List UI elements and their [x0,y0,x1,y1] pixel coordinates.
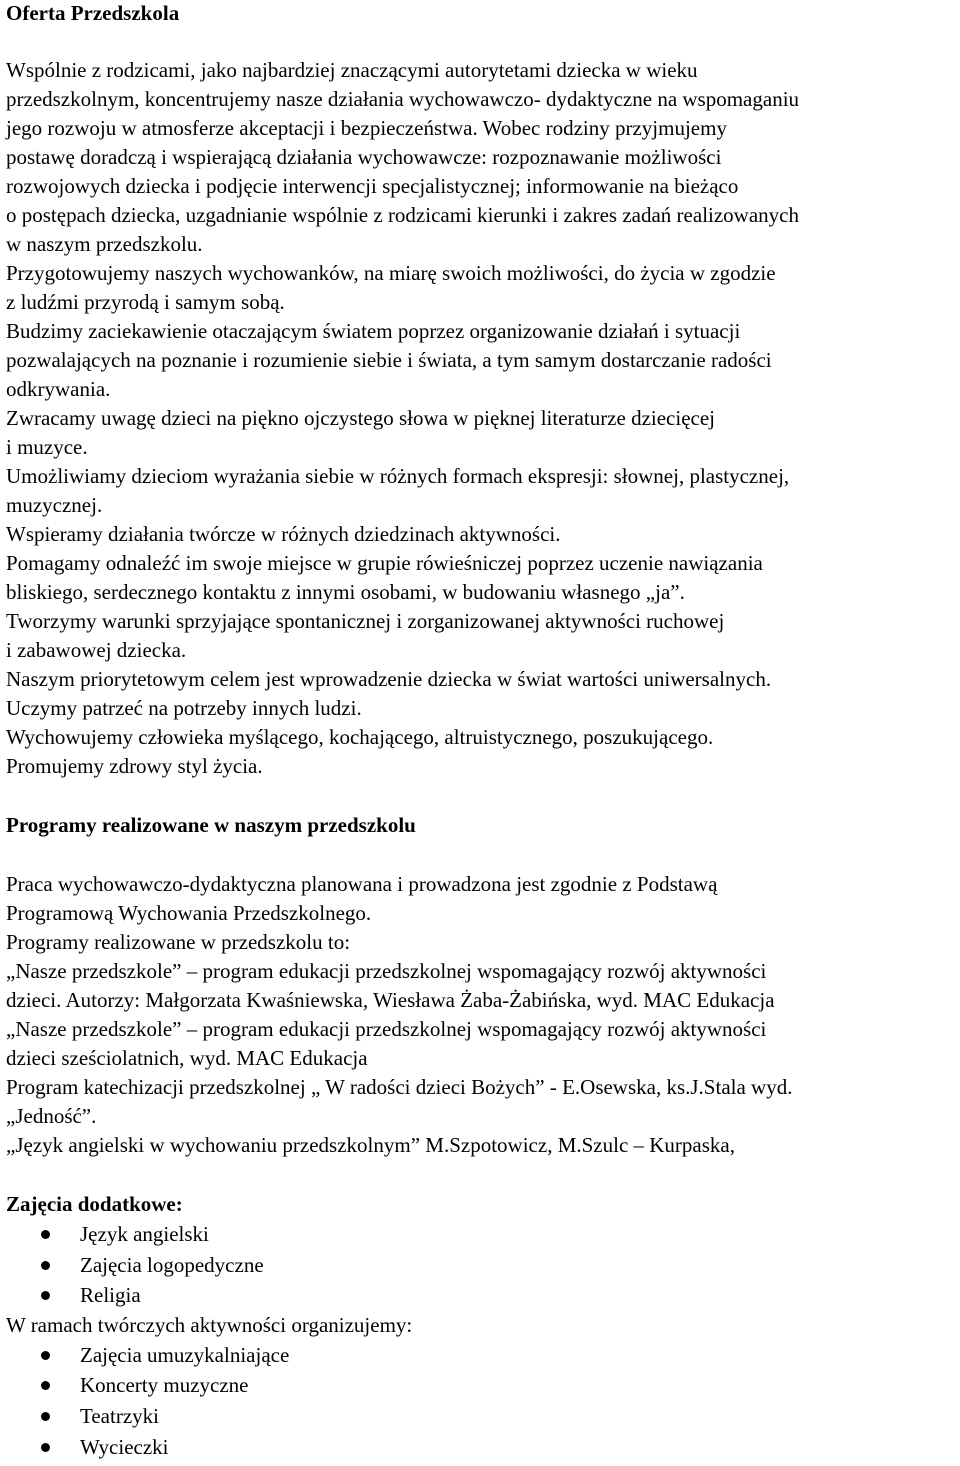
spacer [6,26,954,56]
list-item [6,1219,954,1250]
programs-section [6,870,954,1160]
intro-line: jego rozwoju w atmosferze akceptacji i bezpieczeństwa. Wobec rodziny przyjmujemy [6,116,727,140]
list-item-label: Zajęcia umuzykalniające [80,1342,290,1367]
list-item [6,1401,954,1432]
intro-line: przedszkolnym, koncentrujemy nasze działania wychowawczo- dydaktyczne na wspomaganiu [6,87,800,111]
intro-line: Pomagamy odnaleźć im swoje miejsce w grupie rówieśniczej poprzez uczenie nawiązania [6,551,763,575]
list-item [6,1370,954,1401]
spacer [6,781,954,811]
creative-activities-list [6,1340,954,1462]
bullet-icon [41,1261,50,1270]
intro-line: o postępach dziecka, uzgadnianie wspólnie z rodzicami kierunki i zakres zadań realizowanych [6,203,799,227]
intro-line: Uczymy patrzeć na potrzeby innych ludzi. [6,696,362,720]
intro-line: i zabawowej dziecka. [6,638,187,662]
intro-line: z ludźmi przyrodą i samym sobą. [6,290,285,314]
programs-heading: Programy realizowane w naszym przedszkolu [6,813,416,837]
intro-line: odkrywania. [6,377,111,401]
programs-line: „Język angielski w wychowaniu przedszkolnym” M.Szpotowicz, M.Szulc – Kurpaska, [6,1133,735,1157]
list-item [6,1250,954,1281]
intro-line: w naszym przedszkolu. [6,232,203,256]
bullet-icon [41,1351,50,1360]
intro-line: Wspólnie z rodzicami, jako najbardziej znaczącymi autorytetami dziecka w wieku [6,58,698,82]
bullet-icon [41,1381,50,1390]
programs-line: Program katechizacji przedszkolnej „ W radości dzieci Bożych” - E.Osewska, ks.J.Stala wyd. [6,1075,793,1099]
intro-line: rozwojowych dziecka i podjęcie interwencji specjalistycznej; informowanie na bieżąco [6,174,739,198]
intro-line: bliskiego, serdecznego kontaktu z innymi osobami, w budowaniu własnego „ja”. [6,580,685,604]
intro-line: Umożliwiamy dzieciom wyrażania siebie w różnych formach ekspresji: słownej, plastycznej, [6,464,790,488]
intro-line: Wychowujemy człowieka myślącego, kochającego, altruistycznego, poszukującego. [6,725,714,749]
list-item-label: Religia [80,1283,141,1308]
intro-line: Zwracamy uwagę dzieci na piękno ojczystego słowa w pięknej literaturze dziecięcej [6,406,716,430]
extra-activities-heading: Zajęcia dodatkowe: [6,1192,183,1216]
bullet-icon [41,1412,50,1421]
list-item [6,1340,954,1371]
list-item-label: Język angielski [80,1222,209,1246]
programs-line: „Nasze przedszkole” – program edukacji przedszkolnej wspomagający rozwój aktywności [6,1017,767,1041]
bullet-icon [41,1230,50,1239]
list-item [6,1432,954,1463]
list-item [6,1280,954,1311]
intro-line: pozwalających na poznanie i rozumienie siebie i świata, a tym samym dostarczanie radości [6,348,772,372]
intro-line: postawę doradczą i wspierającą działania wychowawcze: rozpoznawanie możliwości [6,145,722,169]
intro-line: Promujemy zdrowy styl życia. [6,754,263,778]
programs-line: Praca wychowawczo-dydaktyczna planowana i prowadzona jest zgodnie z Podstawą [6,872,718,896]
list-item-label: Koncerty muzyczne [80,1373,249,1398]
programs-line: dzieci sześciolatnich, wyd. MAC Edukacja [6,1046,368,1070]
list-item-label: Teatrzyki [80,1403,159,1428]
intro-line: Przygotowujemy naszych wychowanków, na miarę swoich możliwości, do życia w zgodzie [6,261,776,285]
bullet-icon [41,1291,50,1300]
intro-line: Naszym priorytetowym celem jest wprowadzenie dziecka w świat wartości uniwersalnych. [6,667,772,691]
list-item-label: Zajęcia logopedyczne [80,1252,264,1277]
spacer [6,1160,954,1190]
programs-line: dzieci. Autorzy: Małgorzata Kwaśniewska, Wiesława Żaba-Żabińska, wyd. MAC Edukacja [6,988,775,1012]
extra-activities-list [6,1219,954,1311]
page-title: Oferta Przedszkola [6,1,180,25]
intro-line: i muzyce. [6,435,88,459]
spacer [6,840,954,870]
intro-line: muzycznej. [6,493,103,517]
list-item-label: Wycieczki [80,1434,169,1459]
programs-line: Programy realizowane w przedszkolu to: [6,930,351,954]
programs-line: „Jedność”. [6,1104,97,1128]
creative-intro: W ramach twórczych aktywności organizujemy: [6,1312,413,1337]
programs-line: Programową Wychowania Przedszkolnego. [6,901,372,925]
bullet-icon [41,1443,50,1452]
intro-section [6,56,954,781]
intro-line: Budzimy zaciekawienie otaczającym światem poprzez organizowanie działań i sytuacji [6,319,741,343]
intro-line: Tworzymy warunki sprzyjające spontanicznej i zorganizowanej aktywności ruchowej [6,609,725,633]
intro-line: Wspieramy działania twórcze w różnych dziedzinach aktywności. [6,522,561,546]
programs-line: „Nasze przedszkole” – program edukacji przedszkolnej wspomagający rozwój aktywności [6,959,767,983]
